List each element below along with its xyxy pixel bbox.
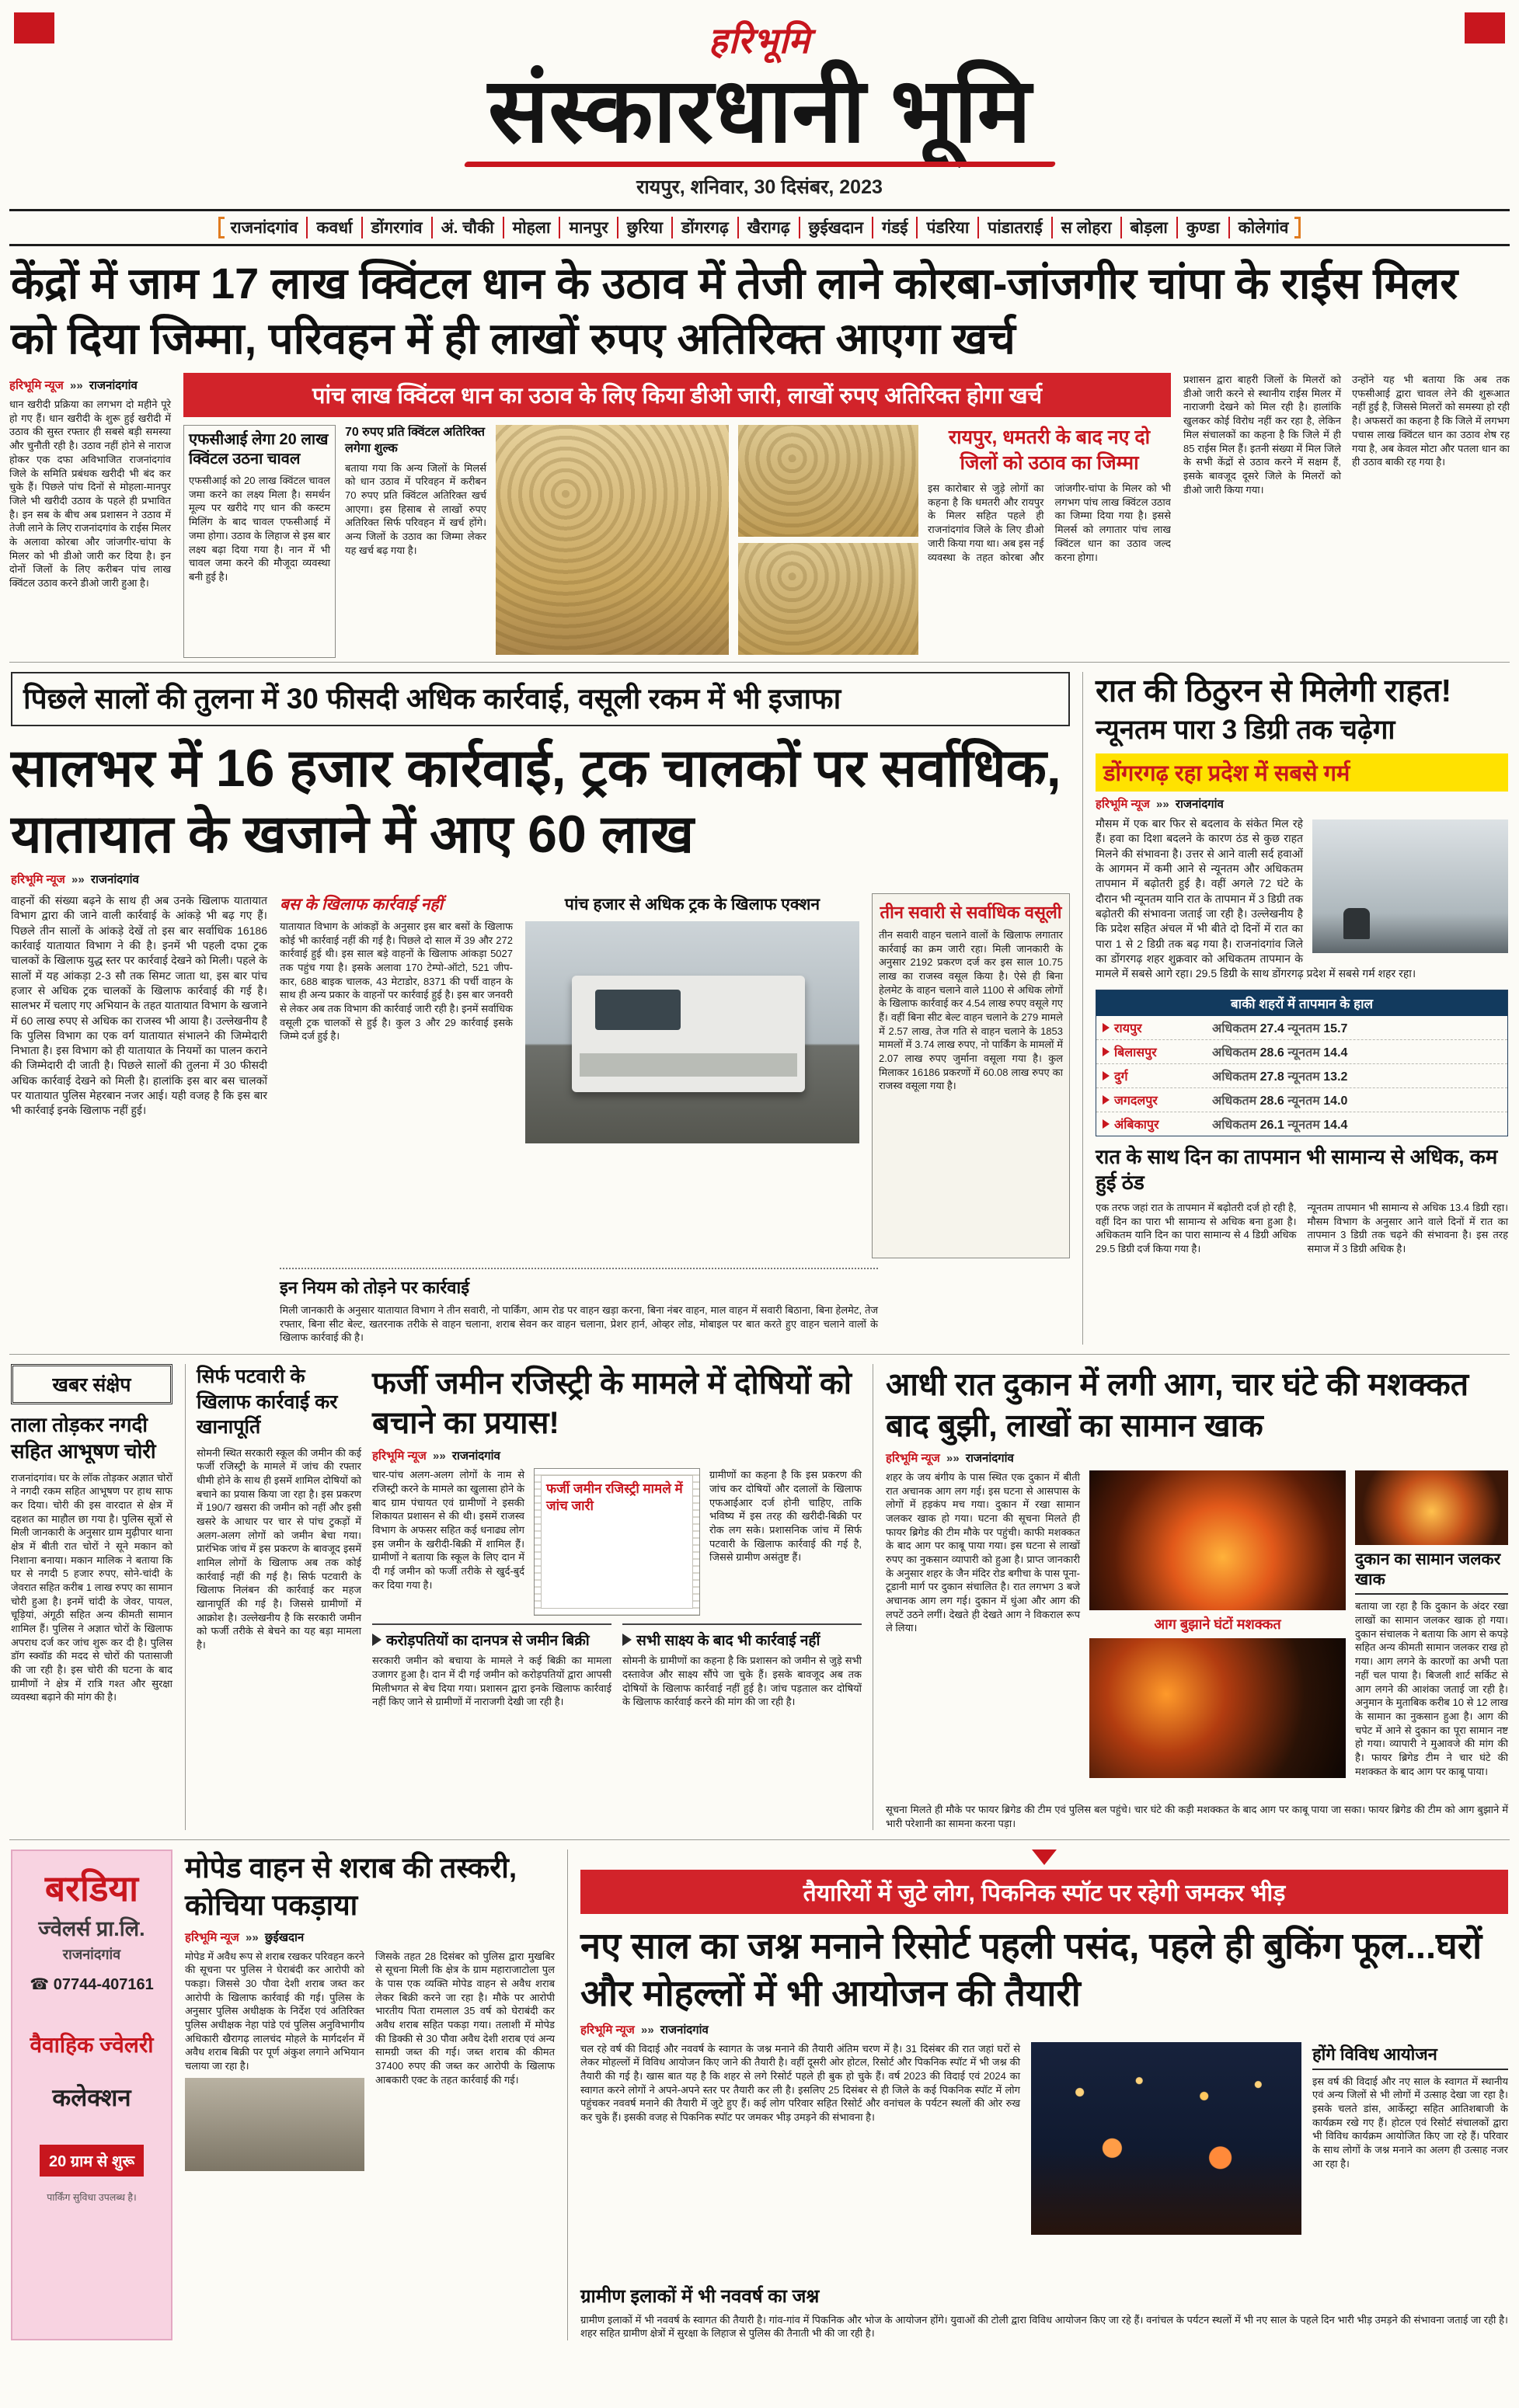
fire-col1-text: शहर के जय बंगीय के पास स्थित एक दुकान में बीती रात अचानक आग लग गई। इस घटना से आसपास के लोगों में हड़कंप मच गया। दुकान में रखा सामान जलकर खाक हो गया। घटना की सूचना मिलते ही फायर ब्रिगेड की टीम मौके पर पहुंची। काफी मशक्कत के बाद आग पर काबू पाया गया। इस घटना से लाखों रुपए का नुकसान व्यापारी को हुआ है। प्राप्त जानकारी के अनुसार शहर के जैन मंदिर रोड बगीचा के पास पूना-टूडानी मार्ग पर दुकान संचालित है। रात लगभग 3 बजे अचानक आग लग गई। दुकान में धुंआ और आग की लपटें उठने लगीं। देखते ही देखते आग ने विकराल रूप ले लिया। (886, 1470, 1080, 1634)
bus-subhead: बस के खिलाफ कार्रवाई नहीं (280, 896, 443, 914)
ad-note: पार्किंग सुविधा उपलब्ध है। (47, 2192, 137, 2204)
temperature-row (1096, 1112, 1507, 1136)
jewellers-ad (11, 1849, 172, 2340)
weather-headline-2: न्यूनतम पारा 3 डिग्री तक चढ़ेगा (1096, 715, 1395, 746)
registry-box2 (622, 1623, 862, 1709)
paddy-texture (496, 425, 729, 655)
registry-col1-text: चार-पांच अलग-अलग लोगों के नाम से रजिस्ट्री करने के मामले का खुलासा होने के बाद ग्राम पंचायत एवं ग्रामीणों ने इसकी शिकायत प्रशासन से की थी। इसमें राजस्व विभाग के अफसर सहित कई धनाढ्य लोग इस जमीन के खरीदी-बिक्री में शामिल हैं। ग्रामीणों ने बताया कि स्कूल के लिए दान में दी गई जमीन को फर्जी तरीके से खुर्द-बुर्द कर दिया गया है। (372, 1469, 524, 1591)
traffic-kicker: पिछले सालों की तुलना में 30 फीसदी अधिक कार्रवाई, वसूली रकम में भी इजाफा (11, 672, 1070, 726)
fire-sidebar-title: दुकान का सामान जलकर खाक (1355, 1550, 1508, 1595)
liquor-columns (185, 1950, 555, 2176)
bullet-icon (1103, 1119, 1110, 1129)
fee-column (345, 425, 486, 658)
newyear-events-title: होंगे विविध आयोजन (1312, 2042, 1508, 2070)
rules-box (280, 1268, 878, 1345)
collection-text: तीन सवारी वाहन चलाने वालों के खिलाफ लगातार कार्रवाई का क्रम जारी रहा। मिली जानकारी के अनुसार 2192 प्रकरण दर्ज कर इस साल 10.75 लाख का राजस्व वसूल किया है। ऐसे ही बिना हेलमेट के वाहन चलाने वाले 1100 से अधिक लोगों के खिलाफ कार्रवाई कर 4.54 लाख रुपए वसूले गए हैं। वहीं बिना सीट बेल्ट वाहन चलाने के 279 मामले में 2.57 लाख, तेज गति से वाहन चलाने के 1853 मामलों में 3.74 लाख रुपए, नो पार्किंग के मामलों में 2.07 लाख रुपए जुर्माना वसूला गया है। कुल मिलाकर 16186 प्रकरणों में 60.08 लाख रुपए का राजस्व वसूला गया है। (879, 929, 1063, 1092)
traffic-story (11, 672, 1070, 1345)
byline-source: हरिभूमि न्यूज (185, 1930, 239, 1944)
lead-content (9, 373, 1510, 662)
bus-text: यातायात विभाग के आंकड़ों के अनुसार इस बार बसों के खिलाफ कोई भी कार्रवाई नहीं की गई है। पिछले दो साल में 39 और 272 कार्रवाई हुई थी। इस साल बड़े वाहनों के खिलाफ आंकड़ा 5027 तक पहुंच गया है। इसके अलावा 170 टेम्पो-ऑटो, 521 जीप-कार, 688 बाइक चालक, 43 मेटाडोर, 8371 की पर्ची वाहन के साथ ही अन्य प्रकार के वाहनों पर कार्रवाई हुई है। इस बार जनवरी से लेकर अब तक विभाग की कार्रवाई जारी रही है। इनमें सर्वाधिक वसूली ट्रक चालकों से हुई है। कुल 3 और 29 कार्रवाई इसके जिम्मे दर्ज हुई है। (280, 920, 513, 1042)
weather-intro-text: मौसम में एक बार फिर से बदलाव के संकेत मिल रहे हैं। हवा का दिशा बदलने के कारण ठंड से कुछ राहत मिलने की संभावना है। उत्तर से आने वाली सर्द हवाओं के आगमन में कमी आने से न्यूनतम और अधिकतम तापमान में बढ़ोतरी हुई है। वहीं अगले 72 घंटे के दौरान भी न्यूनतम यानि रात के तापमान में 3 डिग्री तक बढ़ोतरी की संभावना जताई जा रही है। उल्लेखनीय है कि प्रदेश सहित अंचल में भी बीते दो दिनों में रात का पारा 1 से 2 डिग्री तक बढ़ गया है। राजनांदगांव जिले का डोंगरगढ़ शहर शुक्रवार को अधिकतम तापमान के मामले में सबसे आगे रहा। 29.5 डिग्री के साथ डोंगरगढ़ प्रदेश में सबसे गर्म शहर रहा। (1096, 817, 1416, 980)
temp-values (1212, 1067, 1347, 1084)
news-briefs-column (11, 1364, 172, 1830)
dateline: रायपुर, शनिवार, 30 दिसंबर, 2023 (636, 176, 883, 198)
byline-location: राजनांदगांव (89, 379, 138, 393)
clip-caption: फर्जी जमीन रजिस्ट्री मामले में जांच जारी (546, 1481, 683, 1513)
fee-text: बताया गया कि अन्य जिलों के मिलर्स को धान उठाव में परिवहन में करीबन 70 रुपए प्रति क्विंटल अतिरिक्त खर्च आएगा। इस हिसाब से लाखों रुपए अतिरिक्त सिर्फ परिवहन में खर्च होंगे। अन्य जिलों के उठाव का जिम्मा लेकर यह खर्च बढ़ गया है। (345, 461, 486, 556)
bullet-icon (1103, 1095, 1110, 1105)
newyear-headline: नए साल का जश्न मनाने रिसोर्ट पहली पसंद, पहले ही बुकिंग फूल...घरों और मोहल्लों में भी आयोजन की तैयारी (580, 1925, 1482, 2014)
byline-location: राजनांदगांव (660, 2023, 709, 2037)
lead-intro-column (9, 373, 171, 654)
rules-text: मिली जानकारी के अनुसार यातायात विभाग ने तीन सवारी, नो पार्किंग, आम रोड पर वाहन खड़ा करना, बिना नंबर वाहन, माल वाहन में सवारी बिठाना, बिना हेलमेट, तेज रफ्तार, बिना सीट बेल्ट, खतरनाक तरीके से वाहन चलाना, शराब सेवन कर वाहन चलाना, प्रेशर हार्न, ओव्हर लोड, मोबाइल पर बात करते हुए वाहन चलाने वालों के खिलाफ कार्रवाई की है। (280, 1304, 878, 1344)
briefs-section-title: खबर संक्षेप (11, 1364, 172, 1404)
newyear-subhead: ग्रामीण इलाकों में भी नववर्ष का जश्न (580, 2285, 820, 2307)
edition-nav (9, 209, 1510, 246)
new-districts-text: इस कारोबार से जुड़े लोगों का कहना है कि धमतरी और रायपुर के मिलर सहित पहले ही राजनांदगांव जिले के लिए डीओ जारी किया गया था। अब इस नई व्यवस्था के तहत कोरबा और जांजगीर-चांपा के मिलर को भी लगभग पांच लाख क्विंटल उठाव का जिम्मा दिया गया है। इससे मिलर्स को लगातार पांच लाख क्विंटल धान का उठाव जल्द करना होगा। (928, 482, 1171, 563)
newyear-banner: तैयारियों में जुटे लोग, पिकनिक स्पॉट पर रहेगी जमकर भीड़ (580, 1870, 1508, 1914)
rules-title: इन नियम को तोड़ने पर कार्रवाई (280, 1278, 470, 1298)
fire-sidebar-photo (1355, 1470, 1508, 1545)
max-value: 28.6 (1259, 1046, 1284, 1060)
traffic-col1 (11, 893, 267, 1258)
min-label: न्यूनतम (1287, 1094, 1320, 1108)
min-label: न्यूनतम (1287, 1070, 1320, 1084)
registry-col2-text: ग्रामीणों का कहना है कि इस प्रकरण की जांच कर दोषियों और दलालों के खिलाफ एफआईआर दर्ज होनी चाहिए, ताकि भविष्य में इस तरह की खरीदी-बिक्री पर रोक लग सके। प्रशासनिक जांच में सिर्फ पटवारी के खिलाफ कार्रवाई की गई है, जिससे ग्रामीण असंतुष्ट हैं। (709, 1469, 862, 1564)
min-value: 14.0 (1323, 1094, 1348, 1108)
new-districts-title: रायपुर, धमतरी के बाद नए दो जिलों को उठाव का जिम्मा (948, 426, 1151, 474)
ad-city: राजनांदगांव (62, 1947, 121, 1963)
fire-photo-column (1089, 1470, 1346, 1797)
nav-item: बोड़ला (1120, 217, 1168, 238)
temperature-row (1096, 1016, 1507, 1040)
max-value: 26.1 (1259, 1118, 1284, 1132)
max-label: अधिकतम (1212, 1094, 1257, 1108)
byline-source: हरिभूमि न्यूज (580, 2023, 635, 2037)
fog-road-photo (1312, 819, 1508, 953)
paddy-stockyard-photo (496, 425, 729, 655)
nav-bracket-right-icon (1294, 217, 1301, 238)
byline-location: राजनांदगांव (451, 1449, 500, 1463)
truck-photo (525, 921, 859, 1143)
byline-location: राजनांदगांव (90, 873, 139, 887)
clip-inner (541, 1475, 693, 1609)
byline-location: राजनांदगांव (1175, 798, 1224, 812)
min-label: न्यूनतम (1287, 1021, 1320, 1035)
newspaper-clip-image (534, 1468, 700, 1616)
temp-city: जगदलपुर (1114, 1094, 1158, 1108)
rider-silhouette (1343, 908, 1370, 939)
byline-arrows-icon: »» (640, 2023, 654, 2037)
temp-city: दुर्ग (1114, 1070, 1128, 1084)
nav-item: गंडई (872, 217, 908, 238)
byline-arrows-icon: »» (245, 1930, 259, 1944)
byline-source: हरिभूमि न्यूज (886, 1451, 940, 1465)
min-label: न्यूनतम (1287, 1118, 1320, 1132)
registry-box2-text: सोमनी के ग्रामीणों का कहना है कि प्रशासन को जमीन से जुड़े सभी दस्तावेज और साक्ष्य सौंपे जा चुके हैं। इसके बावजूद अब तक दोषियों के खिलाफ कार्रवाई नहीं हुई है। जांच पड़ताल कर दोषियों के खिलाफ कार्रवाई करने की मांग की जा रही है। (622, 1655, 862, 1708)
nav-item: पांडातराई (977, 217, 1042, 238)
ad-offer-badge: 20 ग्राम से शुरू (40, 2145, 144, 2177)
traffic-photo-column (525, 893, 859, 1258)
traffic-bus-column (280, 893, 513, 1258)
fire-text-column (886, 1470, 1080, 1797)
nav-item: डोंगरगढ़ (671, 217, 729, 238)
newyear-sub-text: ग्रामीण इलाकों में भी नववर्ष के स्वागत की तैयारी है। गांव-गांव में पिकनिक और भोज के आयोजन होंगे। युवाओं की टोली द्वारा विविध आयोजन किए जा रहे हैं। वनांचल के पर्यटन स्थलों में भी नए साल के पहले दिन भारी भीड़ उमड़ने की संभावना जताई जा रही है। शहर सहित ग्रामीण क्षेत्रों में सुरक्षा के लिहाज से पुलिस की तैनाती भी की जा रही है। (580, 2313, 1508, 2340)
liquor-story (185, 1849, 555, 2340)
nav-item: मोहला (503, 217, 551, 238)
min-value: 15.7 (1323, 1021, 1348, 1035)
arrow-right-icon (372, 1634, 381, 1646)
fire-sidebar (1355, 1470, 1508, 1797)
fee-title: 70 रुपए प्रति क्विंटल अतिरिक्त लगेगा शुल्क (345, 426, 485, 455)
fire-photo-1 (1089, 1470, 1346, 1610)
down-arrow-icon (1032, 1849, 1057, 1865)
paddy-photo-stack (738, 425, 918, 658)
newyear-body-row (580, 2042, 1508, 2275)
weather-sub-col1: एक तरफ जहां रात के तापमान में बढ़ोतरी दर्ज हो रही है, वहीं दिन का पारा भी सामान्य से अधिक बना हुआ है। अधिकतम यानि दिन का पारा सामान्य से 4 डिग्री अधिक 29.5 डिग्री दर्ज किया गया है। (1096, 1202, 1297, 1255)
byline (580, 2022, 1508, 2037)
nav-bracket-left-icon (218, 217, 225, 238)
collection-box (872, 893, 1070, 1258)
ad-brand-sub: ज्वेलर्स प्रा.लि. (38, 1917, 145, 1941)
lead-right-col1: प्रशासन द्वारा बाहरी जिलों के मिलरों को डीओ जारी करने से स्थानीय राईस मिलर में नाराजगी देखने को मिल रही है। हालांकि खुलकर कोई विरोध नहीं कर रहा है, लेकिन मिल संचालकों का कहना है कि जिले में ही 85 राईस मिल हैं। इतनी संख्या में मिल जिले के सभी केंद्रों से उठाव करने में सक्षम हैं, इसके बावजूद दूसरे जिले के मिलरों को डीओ जारी किया गया। (1183, 374, 1341, 496)
lead-headline: केंद्रों में जाम 17 लाख क्विंटल धान के उठाव में तेजी लाने कोरबा-जांजगीर चांपा के राईस मिलर को दिया जिम्मा, परिवहन में ही लाखों रुपए अतिरिक्त आएगा खर्च (11, 258, 1458, 364)
traffic-col1-text: वाहनों की संख्या बढ़ने के साथ ही अब उनके खिलाफ यातायात विभाग द्वारा की जाने वाली कार्रवाई के आंकड़े भी बढ़ गए हैं। पिछले तीन सालों के आंकड़े देखें तो इस बार सर्वाधिक 16186 कार्रवाई यातायात विभाग ने की है। इनमें भी पहली दफा ट्रक चालकों के खिलाफ युद्ध स्तर पर कार्रवाई देखने को मिली। पहले के सालों में यह आंकड़ा 2-3 सौ तक सिमट जाता था, इस बार पांच हजार से अधिक ट्रक चालकों के खिलाफ कार्रवाई की गई है। सालभर में चलाए गए अभियान के तहत यातायात विभाग के खजाने में 60 लाख रुपए से अधिक का राजस्व भी आया है। उल्लेखनीय है कि पुलिस विभाग का एक वर्ग यातायात संभालने की जिम्मेदारी निभाता है। इस विभाग को ही यातायात के नियमों का पालन कराने की जिम्मेदारी दी जाती है। पिछले सालों की तुलना में 30 फीसदी अधिक कार्रवाई देखने को मिली है। हालांकि इस बार बस चालकों पर यातायात पुलिस मेहरबान नजर आई। यही वजह है कि इस बार भी कार्रवाई इनके खिलाफ नहीं हुई। (11, 894, 267, 1117)
byline-location: छुईखदान (264, 1930, 305, 1944)
masthead (9, 5, 1510, 203)
fci-box-text: एफसीआई को 20 लाख क्विंटल चावल जमा करने का लक्ष्य मिला है। समर्थन मूल्य पर खरीदे गए धान की कस्टम मिलिंग के बाद चावल एफसीआई में जमा होगा। उठाव के लिहाज से इस बार लक्ष्य बढ़ा दिया गया है। नान में भी चावल जमा करने की मौजूदा व्यवस्था बनी हुई है। (189, 475, 330, 583)
temp-values (1212, 1043, 1347, 1060)
min-value: 14.4 (1323, 1046, 1348, 1060)
nav-item: अं. चौकी (431, 217, 494, 238)
registry-side-title: सिर्फ पटवारी के खिलाफ कार्रवाई कर खानापूर्ति (197, 1366, 338, 1439)
byline-source: हरिभूमि न्यूज (9, 379, 64, 393)
newyear-story (567, 1849, 1508, 2340)
temperature-row (1096, 1040, 1507, 1064)
byline-arrows-icon: »» (1155, 798, 1169, 812)
byline (9, 378, 171, 393)
nav-item: स लोहरा (1051, 217, 1112, 238)
min-value: 14.4 (1323, 1118, 1348, 1132)
weather-subhead: रात के साथ दिन का तापमान भी सामान्य से अधिक, कम हुई ठंड (1096, 1144, 1498, 1195)
temp-city: बिलासपुर (1114, 1046, 1157, 1060)
max-value: 27.4 (1259, 1021, 1284, 1035)
weather-kicker: डोंगरगढ़ रहा प्रदेश में सबसे गर्म (1096, 753, 1508, 792)
briefs-text: राजनांदगांव। घर के लॉक तोड़कर अज्ञात चोरों ने नगदी रकम सहित आभूषण पर हाथ साफ कर दिया। चोरी की इस वारदात से क्षेत्र में दहशत का माहौल छा गया है। पुलिस सूत्रों से मिली जानकारी के अनुसार ग्राम मुढ़ीपार थाना क्षेत्र में बीती रात चोरों ने सूने मकान को निशाना बनाया। मकान मालिक ने बताया कि घर से नगदी 5 हजार रुपए, सोने-चांदी के जेवरात सहित करीब 1 लाख रुपए का सामान चोरी हुआ है। इनमें चांदी के जेवर, पायल, चूड़ियां, अंगूठी सहित अन्य कीमती सामान शामिल हैं। पुलिस ने अज्ञात चोरों के खिलाफ अपराध दर्ज कर जांच शुरू कर दी है। पुलिस डॉग स्क्वॉड की मदद से चोरों की पतासाजी की जा रही है। इस चोरी की घटना के बाद ग्रामीणों ने क्षेत्र में रात्रि गश्त और सुरक्षा व्यवस्था बढ़ाने की मांग की है। (11, 1471, 172, 1703)
masthead-corner-left (14, 12, 54, 43)
traffic-weather-section (9, 662, 1510, 1354)
newyear-events-box (1312, 2042, 1508, 2275)
byline-arrows-icon: »» (946, 1451, 960, 1465)
byline-source: हरिभूमि न्यूज (372, 1449, 427, 1463)
temperature-table (1096, 990, 1508, 1136)
traffic-columns (11, 893, 1070, 1258)
temp-values (1212, 1091, 1347, 1108)
fci-box-title: एफसीआई लेगा 20 लाख क्विंटल उठना चावल (189, 431, 329, 468)
nav-item: कोलेगांव (1228, 217, 1289, 238)
registry-side-text: सोमनी स्थित सरकारी स्कूल की जमीन की कई फर्जी रजिस्ट्री के मामले में जांच की रफ्तार धीमी होने के साथ ही इसमें शामिल दोषियों को बचाने का प्रयास किया जा रहा है। इस प्रकरण में 190/7 खसरा की जमीन को नहीं और इसी खसरे के आधार पर चार से पांच टुकड़ों में अलग-अलग लोगों को जमीन बेचा गया। प्रारंभिक जांच में इस प्रकरण के बावजूद इसमें शामिल लोगों के खिलाफ अब तक कोई कार्रवाई नहीं की गई है। सिर्फ पटवारी के खिलाफ निलंबन की कार्रवाई कर महज खानापूर्ति की गई है। जिससे ग्रामीणों में आक्रोश है। उल्लेखनीय है कि सरकारी जमीन को फर्जी तरीके से बेचने का यह बड़ा मामला है। (197, 1446, 361, 1651)
registry-box2-title: सभी साक्ष्य के बाद भी कार्रवाई नहीं (636, 1633, 820, 1650)
byline-arrows-icon: »» (432, 1449, 446, 1463)
byline (1096, 796, 1508, 812)
truck-window-shape (595, 990, 681, 1030)
arrow-right-icon (622, 1634, 632, 1646)
lead-middle (183, 373, 1171, 654)
lead-banner: पांच लाख क्विंटल धान का उठाव के लिए किया डीओ जारी, लाखों रुपए अतिरिक्त होगा खर्च (183, 373, 1171, 417)
temperature-row (1096, 1088, 1507, 1112)
paper-title: संस्कारधानी भूमि (487, 60, 1032, 161)
newyear-events-text: इस वर्ष की विदाई और नए साल के स्वागत में स्थानीय एवं अन्य जिलों से भी लोगों में उत्साह देखा जा रहा है। इसके चलते डांस, आर्केस्ट्रा सहित आतिशबाजी के कार्यक्रम रखे गए हैं। होटल एवं रिसोर्ट संचालकों द्वारा भी विविध कार्यक्रम आयोजित किए जा रहे हैं। परिवार के साथ लोगों के जश्न मनाने का अलग ही उत्साह नजर आ रहा है। (1312, 2075, 1508, 2170)
title-underline (463, 162, 1055, 167)
min-label: न्यूनतम (1287, 1046, 1320, 1060)
max-value: 27.8 (1259, 1070, 1284, 1084)
middle-section (9, 1354, 1510, 1839)
registry-box1 (372, 1623, 611, 1709)
registry-side-column (197, 1364, 361, 1830)
max-label: अधिकतम (1212, 1118, 1257, 1132)
ad-phone: ☎ 07744-407161 (30, 1976, 154, 1994)
byline-arrows-icon: »» (71, 873, 85, 887)
registry-box1-titlebar (372, 1630, 611, 1650)
lead-intro-text: धान खरीदी प्रक्रिया का लगभग दो महीने पूरे हो गए हैं। धान खरीदी के शुरू हुई खरीदी में उठाव की सुस्त रफ्तार ही सबसे बड़ी समस्या और चुनौती रही है। उठाव नहीं होने से नाराज होकर एक दफा अविभाजित राजनांदगांव जिले के समिति प्रबंधक खरीदी भी बंद कर चुके हैं। पिछले पांच दिनों से मोहला-मानपुर जिले भी खरीदी उठाव के पहले ही प्रभावित है। इन सब के बीच अब प्रशासन ने उठाव में तेजी लाने के लिए राजनांदगांव के राईस मिलर के अलावा कोरबा और जांजगीर-चांपा के मिलर को भी डीओ जारी कर दिया है। इन दोनों जिलों के लिए करीबन पांच लाख क्विंटल उठाव करने डीओ जारी हुआ है। (9, 398, 171, 589)
ad-tagline-1: वैवाहिक ज्वेलरी (30, 2033, 154, 2058)
temp-values (1212, 1019, 1347, 1036)
weather-sub-columns (1096, 1201, 1508, 1256)
fire-photo-2 (1089, 1638, 1346, 1778)
temp-values (1212, 1115, 1347, 1133)
resort-night-photo (1031, 2042, 1301, 2235)
lead-middle-row (183, 425, 1171, 658)
byline (11, 872, 1070, 887)
lead-story (9, 246, 1510, 662)
new-districts-box (928, 425, 1171, 658)
bullet-icon (1103, 1023, 1110, 1032)
bottom-section (9, 1839, 1510, 2350)
byline-arrows-icon: »» (69, 379, 83, 393)
nav-item: डोंगरगांव (361, 217, 423, 238)
nav-item: मानपुर (559, 217, 608, 238)
truck-action-label: पांच हजार से अधिक ट्रक के खिलाफ एक्शन (564, 896, 820, 914)
seized-moped-photo (185, 2078, 364, 2171)
min-value: 13.2 (1323, 1070, 1348, 1084)
nav-item: छुईखदान (799, 217, 863, 238)
fire-sidebar-text: बताया जा रहा है कि दुकान के अंदर रखा लाखों का सामान जलकर खाक हो गया। दुकान संचालक ने बताया कि आग से कपड़े सहित अन्य कीमती सामान जलकर राख हो गया। आग लगने के कारणों का अभी पता नहीं चल पाया है। बिजली शार्ट सर्किट से आग लगने की आशंका जताई जा रही है। अनुमान के मुताबिक करीब 10 से 12 लाख के सामान का नुकसान हुआ है। आग की चपेट में आने से दुकान का पूरा सामान नष्ट हो गया। व्यापारी ने मुआवजे की मांग की है। फायर ब्रिगेड टीम ने चार घंटे की मशक्कत के बाद आग पर काबू पाया। (1355, 1600, 1508, 1777)
liquor-headline: मोपेड वाहन से शराब की तस्करी, कोचिया पकड़ाया (185, 1852, 517, 1922)
briefs-headline: ताला तोड़कर नगदी सहित आभूषण चोरी (11, 1413, 156, 1463)
nav-item: कुण्डा (1176, 217, 1220, 238)
newyear-col1-text: चल रहे वर्ष की विदाई और नववर्ष के स्वागत के जश्न मनाने की तैयारी अंतिम चरण में है। 31 दिसंबर की रात जहां घरों से लेकर मोहल्लों में विविध आयोजन किए जाने की तैयारी है। वहीं दूसरी ओर होटल, रिसोर्ट और पिकनिक स्पॉट में भी जश्न की तैयारी की गई है। खास बात यह है कि शहर से लगे रिसोर्ट पहले ही बुक हो चुके हैं। वर्ष 2023 की विदाई एवं 2024 का स्वागत करने लोगों ने अपने-अपने स्तर पर तैयारी कर ली है। इसलिए 25 दिसंबर से ही जिले के कई पिकनिक स्पॉट में लोग पहुंचकर नववर्ष मनाने की तैयारी में जुटे हुए हैं। कई लोग परिवार सहित रिसोर्ट और वनांचल के पर्यटन स्थलों की ओर रुख कर चुके हैं। इसकी वजह से पिकनिक स्पॉट पर जमकर भीड़ उमड़ने की संभावना है। (580, 2042, 1020, 2123)
weather-sub-col2: न्यूनतम तापमान भी सामान्य से अधिक 13.4 डिग्री रहा। मौसम विभाग के अनुसार आने वाले दिनों में रात का तापमान 3 डिग्री तक चढ़ने की संभावना है। इस तरह समाज में 3 डिग्री अधिक है। (1307, 1202, 1508, 1255)
bullet-icon (1103, 1071, 1110, 1080)
registry-box1-text: सरकारी जमीन को बचाया के मामले ने कई बिक्री का मामला उजागर हुआ है। दान में दी गई जमीन को करोड़पतियों द्वारा आपसी मिलीभगत से बेच दिया गया। प्रशासन द्वारा इनके खिलाफ कार्रवाई नहीं किए जाने से ग्रामीणों में नाराजगी देखी जा रही है। (372, 1655, 611, 1708)
registry-box1-title: करोड़पतियों का दानपत्र से जमीन बिक्री (386, 1633, 590, 1650)
liquor-col2-text: जिसके तहत 28 दिसंबर को पुलिस द्वारा मुखबिर से सूचना मिली कि क्षेत्र के ग्राम महाराजाटोला पुल के पास एक व्यक्ति मोपेड वाहन से अवैध शराब लेकर बिक्री करने जा रहा है। मौके पर आरोपी भारतीय पिता रामलाल 35 वर्ष को घेराबंदी कर अवैध शराब सहित पकड़ा गया। तलाशी में मोपेड की डिक्की से 30 पौवा अवैध देशी शराब एवं अन्य सामग्री जब्त की गई। जब्त शराब की कीमत 37400 रुपए की जब्त कर आरोपी के खिलाफ आबकारी एक्ट के तहत कार्रवाई की गई। (375, 1950, 555, 2086)
nav-item: पंडरिया (916, 217, 969, 238)
nav-item: कवर्धा (306, 217, 352, 238)
fire-story (886, 1364, 1508, 1830)
max-label: अधिकतम (1212, 1070, 1257, 1084)
truck-grill-shape (580, 1053, 797, 1077)
lead-right-col2: उन्होंने यह भी बताया कि अब तक एफसीआई द्वारा चावल लेने की शुरूआत नहीं हुई है, जिससे मिलरों को समस्या हो रही है। अफसरों का कहना है कि जिले में लगभग पचास लाख क्विंटल धान का उठाव शेष रह गया है, अब केवल मोटा और पतला धान का ही उठाव बाकी रह गया है। (1352, 374, 1510, 468)
registry-story (185, 1364, 873, 1830)
max-label: अधिकतम (1212, 1046, 1257, 1060)
weather-headline-1: रात की ठिठुरन से मिलेगी राहत! (1096, 673, 1452, 709)
registry-box2-titlebar (622, 1630, 862, 1650)
registry-body-row (372, 1468, 862, 1616)
nav-item: खैरागढ़ (737, 217, 790, 238)
liquor-col1-text: मोपेड में अवैध रूप से शराब रखकर परिवहन करने की सूचना पर पुलिस ने घेराबंदी कर आरोपी को पकड़ा। जिससे 30 पौवा देशी शराब जब्त कर आरोपी के खिलाफ कार्रवाई की गई। पुलिस के अनुसार पुलिस अधीक्षक के निर्देश एवं अतिरिक्त पुलिस अधीक्षक नेहा पांडे एवं पुलिस अनुविभागीय अधिकारी खैरागढ़ लालचंद मोहले के मार्गदर्शन में अवैध शराब बिक्री पर पूर्ण अंकुश लगाने अभियान चलाया जा रहा है। (185, 1950, 364, 2072)
bullet-icon (1103, 1047, 1110, 1056)
collection-title: तीन सवारी से सर्वाधिक वसूली (880, 903, 1062, 923)
byline-source: हरिभूमि न्यूज (11, 873, 65, 887)
temperature-table-title: बाकी शहरों में तापमान के हाल (1096, 990, 1507, 1016)
paddy-texture (738, 425, 918, 537)
max-value: 28.6 (1259, 1094, 1284, 1108)
nav-item: छुरिया (617, 217, 663, 238)
registry-headline: फर्जी जमीन रजिस्ट्री के मामले में दोषियों को बचाने का प्रयास! (372, 1366, 852, 1441)
fire-body-row (886, 1470, 1508, 1797)
masthead-corner-right (1465, 12, 1505, 43)
ad-brand-name: बरडिया (44, 1868, 139, 1909)
paddy-heap-photo (738, 425, 918, 537)
nav-item: राजनांदगांव (230, 218, 298, 237)
registry-main-column (372, 1364, 862, 1830)
max-label: अधिकतम (1212, 1021, 1257, 1035)
paddy-loading-photo (738, 543, 918, 655)
weather-story (1082, 672, 1508, 1345)
fire-headline: आधी रात दुकान में लगी आग, चार घंटे की मशक्कत बाद बुझी, लाखों का सामान खाक (886, 1366, 1469, 1443)
fci-box (183, 425, 336, 658)
byline-source: हरिभूमि न्यूज (1096, 798, 1150, 812)
byline (185, 1930, 555, 1945)
registry-boxes (372, 1623, 862, 1709)
fire-bottom-text: सूचना मिलते ही मौके पर फायर ब्रिगेड की टीम एवं पुलिस बल पहुंचे। चार घंटे की कड़ी मशक्कत के बाद आग पर काबू पाया जा सका। फायर ब्रिगेड की टीम को आग बुझाने में भारी परेशानी का सामना करना पड़ा। (886, 1803, 1508, 1829)
fire-photo-caption: आग बुझाने घंटों मशक्कत (1154, 1616, 1281, 1632)
paddy-texture (738, 543, 918, 655)
byline (372, 1448, 862, 1463)
lead-right-columns (1183, 373, 1510, 654)
ad-tagline-2: कलेक्शन (52, 2084, 131, 2112)
traffic-headline: सालभर में 16 हजार कार्रवाई, ट्रक चालकों पर सर्वाधिक, यातायात के खजाने में आए 60 लाख (11, 739, 1061, 864)
temp-city: अंबिकापुर (1114, 1118, 1159, 1132)
byline (886, 1450, 1508, 1466)
temperature-row (1096, 1064, 1507, 1088)
newyear-text-column (580, 2042, 1020, 2275)
paper-logo: हरिभूमि (709, 20, 810, 61)
temp-city: रायपुर (1114, 1021, 1142, 1035)
byline-location: राजनांदगांव (965, 1451, 1014, 1465)
